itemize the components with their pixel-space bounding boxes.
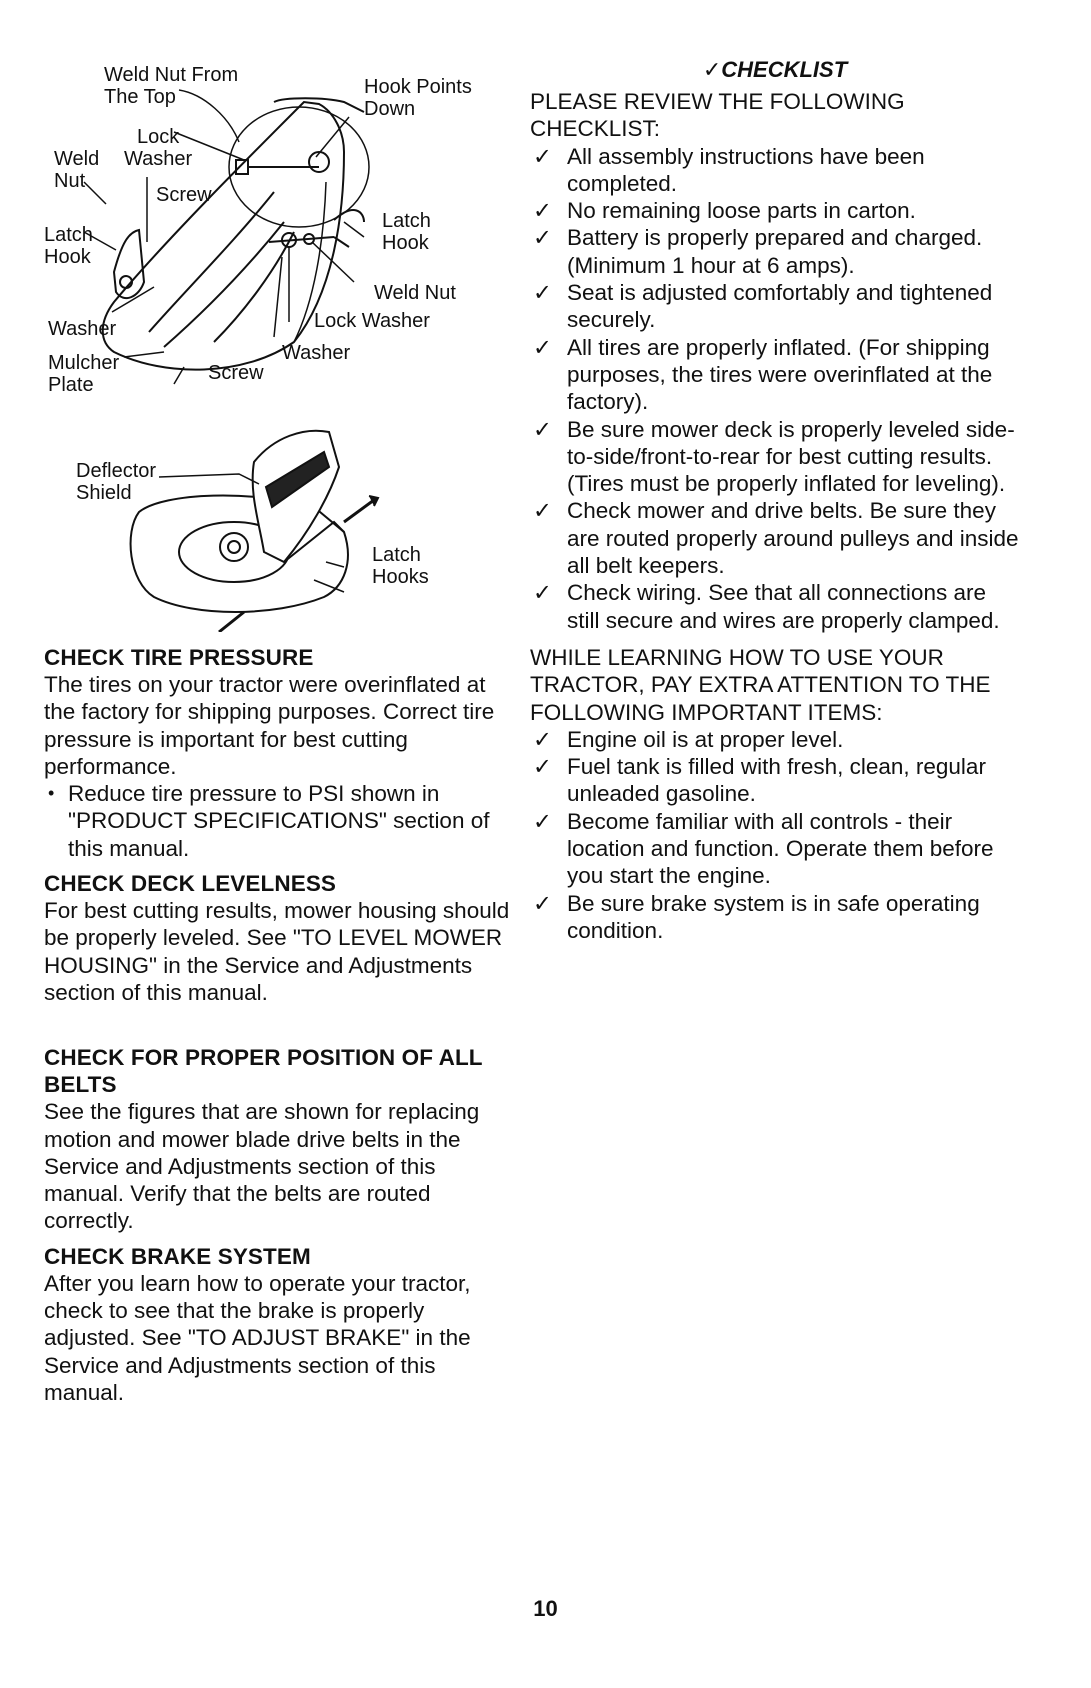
label-latch-hook-left: Latch Hook [44, 224, 93, 268]
check-mark-icon: ✓ [533, 198, 552, 224]
label-hook-points-down: Hook Points Down [364, 76, 472, 120]
check-mark-icon: ✓ [533, 143, 552, 169]
checklist-item-text: Be sure mower deck is properly leveled side-to-side/front-to-rear for best cutting results. (Tires must be properly inflated for leveling). [567, 416, 1015, 497]
label-washer-bottom: Washer [282, 342, 351, 364]
checklist-item [530, 197, 1020, 224]
label-latch-hook-right: Latch Hook [382, 210, 431, 254]
brake-system-paragraph: After you learn how to operate your tractor, check to see that the brake is properly adjusted. See "TO ADJUST BRAKE" in the Service and Adjustments section of this manual. [44, 1270, 471, 1405]
checklist-item-text: All tires are properly inflated. (For shipping purposes, the tires were overinflated at the factory). [567, 334, 993, 415]
check-belts-section [44, 1044, 514, 1234]
mulcher-plate-figure [44, 42, 514, 412]
checklist-item [530, 579, 1020, 634]
tire-pressure-bullets [44, 780, 514, 862]
page-number: 10 [533, 1596, 558, 1621]
checklist-item [530, 497, 1020, 579]
check-mark-icon: ✓ [533, 726, 552, 752]
check-mark-icon: ✓ [533, 580, 552, 606]
checklist-item [530, 416, 1020, 498]
learning-checklist [530, 726, 1020, 944]
check-mark-icon: ✓ [533, 334, 552, 360]
label-washer-left: Washer [48, 318, 117, 340]
label-weld-nut-right: Weld Nut [374, 282, 456, 304]
deflector-shield-figure [44, 412, 514, 632]
checklist-item-text: All assembly instructions have been completed. [567, 143, 925, 196]
checklist-item [530, 726, 1020, 753]
checklist-title: ✓CHECKLIST [702, 57, 848, 82]
label-screw-bottom: Screw [208, 362, 264, 384]
checklist-item [530, 143, 1020, 198]
deck-levelness-paragraph: For best cutting results, mower housing should be properly leveled. See "TO LEVEL MOWER HOUSING" in the Service and Adjustments section of this manual. [44, 898, 510, 1005]
label-screw: Screw [156, 184, 212, 206]
checklist-item-text: Battery is properly prepared and charged. (Minimum 1 hour at 6 amps). [567, 225, 983, 278]
label-weld-nut: Weld Nut [54, 148, 100, 192]
learning-intro: WHILE LEARNING HOW TO USE YOUR TRACTOR, PAY EXTRA ATTENTION TO THE FOLLOWING IMPORTANT ITEMS: [530, 644, 991, 725]
checklist-item [530, 753, 1020, 808]
check-deck-levelness-heading: CHECK DECK LEVELNESS [44, 871, 337, 897]
check-deck-levelness-section [44, 870, 514, 1006]
deflector-shield-drawing [44, 412, 514, 632]
checklist-item-text: No remaining loose parts in carton. [567, 198, 916, 224]
check-mark-icon: ✓ [533, 754, 552, 780]
tire-pressure-paragraph: The tires on your tractor were overinflated at the factory for shipping purposes. Correct tire pressure is important for best cutting performance. [44, 672, 495, 779]
label-latch-hooks: Latch Hooks [372, 544, 429, 588]
check-tire-pressure-section [44, 644, 514, 862]
label-weld-nut-from-top: Weld Nut From The Top [104, 64, 239, 108]
check-brake-system-heading: CHECK BRAKE SYSTEM [44, 1243, 311, 1269]
check-mark-icon: ✓ [533, 416, 552, 442]
check-mark-icon: ✓ [533, 225, 552, 251]
checklist-item-text: Check mower and drive belts. Be sure they are routed properly around pulleys and inside all belt keepers. [567, 498, 1019, 579]
checklist-item-text: Become familiar with all controls - their location and function. Operate them before you start the engine. [567, 808, 994, 889]
check-mark-icon: ✓ [533, 808, 552, 834]
label-deflector-shield: Deflector Shield [76, 460, 157, 504]
check-mark-icon: ✓ [533, 890, 552, 916]
checklist-item [530, 808, 1020, 890]
check-brake-system-section [44, 1243, 514, 1406]
checklist-item-text: Seat is adjusted comfortably and tightened securely. [567, 280, 993, 333]
checklist-item-text: Engine oil is at proper level. [567, 726, 844, 752]
checklist-item [530, 224, 1020, 279]
checklist-item-text: Be sure brake system is in safe operating condition. [567, 890, 980, 943]
right-column [530, 56, 1020, 944]
check-tire-pressure-heading: CHECK TIRE PRESSURE [44, 645, 314, 670]
belts-paragraph: See the figures that are shown for replacing motion and mower blade drive belts in the Service and Adjustments section of this manual. Verify that the belts are routed correctly. [44, 1099, 480, 1234]
checklist-item [530, 334, 1020, 416]
check-mark-icon: ✓ [533, 498, 552, 524]
checklist [530, 143, 1020, 634]
label-mulcher-plate: Mulcher Plate [48, 352, 120, 396]
checklist-item [530, 890, 1020, 945]
checklist-intro: PLEASE REVIEW THE FOLLOWING CHECKLIST: [530, 89, 905, 142]
checklist-item-text: Fuel tank is filled with fresh, clean, regular unleaded gasoline. [567, 754, 986, 807]
label-lock-washer-right: Lock Washer [314, 310, 430, 332]
left-column [44, 42, 514, 1406]
tire-pressure-bullet: • Reduce tire pressure to PSI shown in "PRODUCT SPECIFICATIONS" section of this manual. [44, 780, 514, 862]
checklist-item [530, 279, 1020, 334]
label-lock-washer: Lock Washer [124, 126, 193, 170]
check-belts-heading: CHECK FOR PROPER POSITION OF ALL BELTS [44, 1045, 483, 1098]
checklist-item-text: Check wiring. See that all connections are still secure and wires are properly clamped. [567, 580, 1000, 633]
check-mark-icon: ✓ [533, 280, 552, 306]
